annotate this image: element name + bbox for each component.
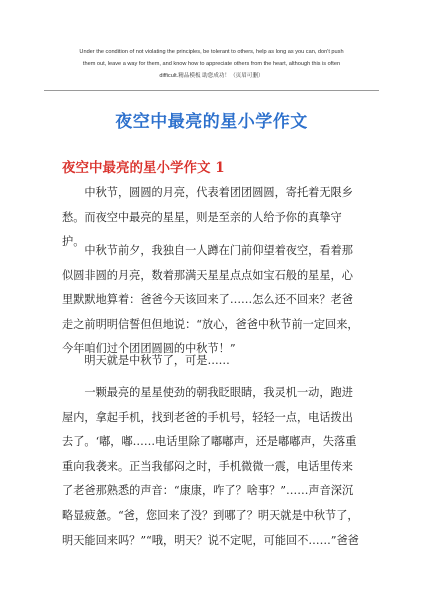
paragraph-1: 中秋节，圆圆的月亮，代表着团团圆圆，寄托着无限乡愁。而夜空中最亮的星星，则是至亲的人给予你的真挚守护。 bbox=[62, 186, 353, 249]
paragraph-2: 中秋节前夕，我独自一人蹲在门前仰望着夜空，看着那似圆非圆的月亮，数着那满天星星点点如宝石般的星星，心里默默地算着：爸爸今天该回来了……怎么还不回来？老爸走之前明明信誓但但地说：“放心，爸爸中秋节前一定回来，今年咱们过个团团圆圆的中秋节！” bbox=[62, 244, 359, 356]
header-line-2: them out, leave a way for them, and know how to appreciate others from the heart, although this is often bbox=[82, 61, 341, 67]
header-line-1: Under the condition of not violating the principles, be tolerant to others, help as long as you can, don't push bbox=[79, 49, 344, 55]
section-title: 夜空中最亮的星小学作文 1 bbox=[62, 160, 225, 176]
header-divider bbox=[44, 90, 379, 91]
page-header bbox=[44, 46, 379, 82]
paragraph-4: 一颗最亮的星星使劲的朝我眨眼睛，我灵机一动，跑进屋内，拿起手机，找到老爸的手机号，轻轻一点，电话拨出去了。‘嘟，嘟……电话里除了嘟嘟声，还是嘟嘟声，失落重重向我袭来。正当我郁闷之时，手机微微一震，电话里传来了老爸那熟悉的声音：“康康，咋了？啥事？”……声音深沉略显疲惫。“爸，您回来了没？到哪了？明天就是中秋节了，明天能回来吗？”“哦，明天？说不定呢，可能回不……”爸爸 bbox=[62, 386, 359, 547]
paragraph-3: 明天就是中秋节了，可是…… bbox=[84, 354, 230, 367]
document-title: 夜空中最亮的星小学作文 bbox=[115, 112, 308, 132]
header-line-3: difficult.精品模板 助您成功！（页眉可删） bbox=[159, 73, 264, 79]
